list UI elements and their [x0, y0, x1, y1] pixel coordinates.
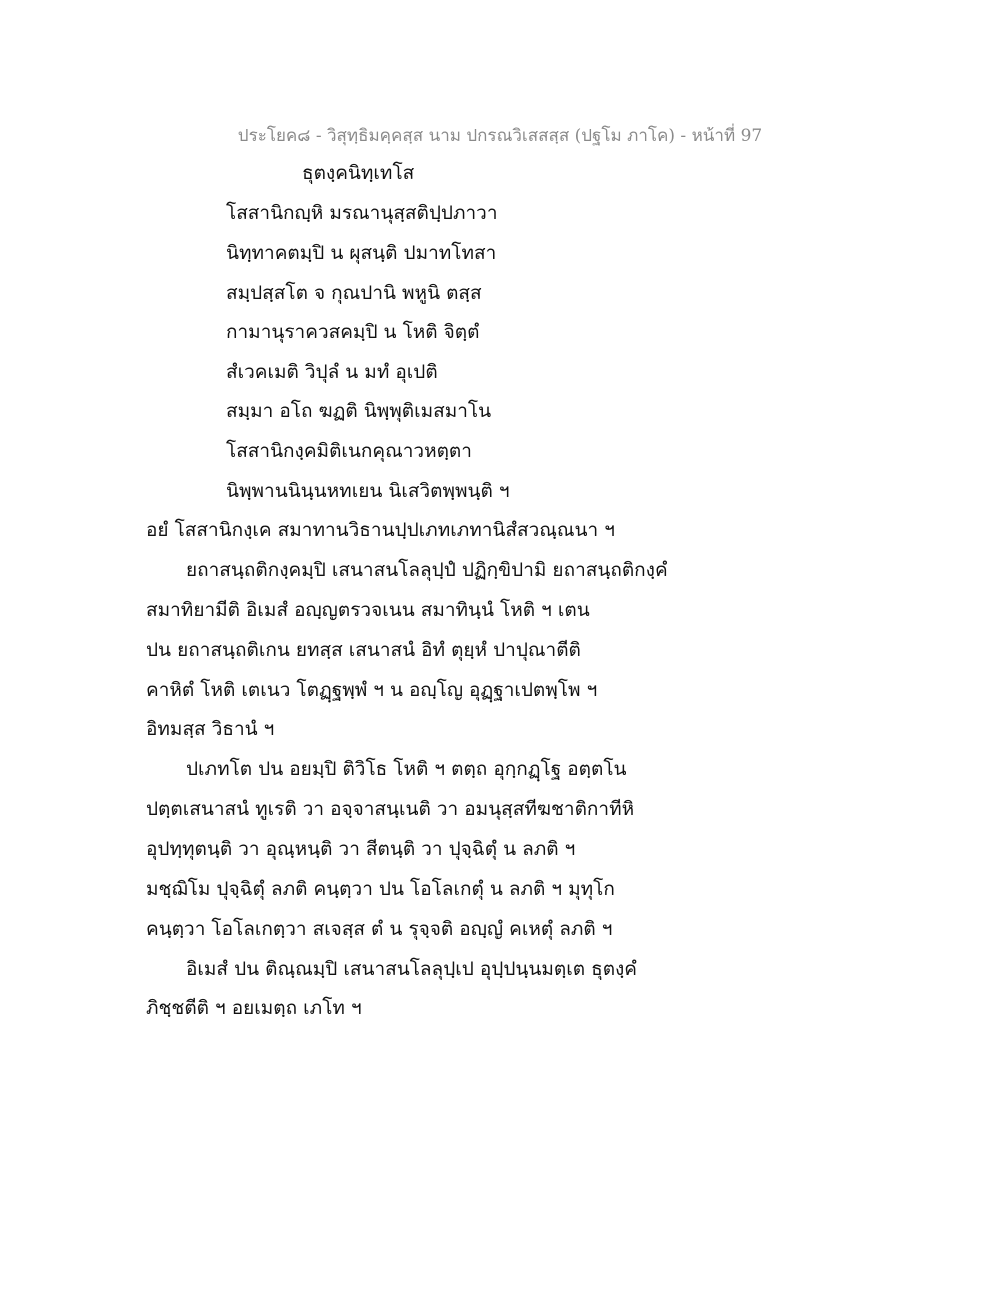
body-line: ยถาสนฺถติกงฺคมฺปิ เสนาสนโลลุปฺปํ ปฏิกฺขิปามิ ยถาสนฺถติกงฺคํ	[186, 559, 668, 581]
page-header: ประโยค๘ - วิสุทฺธิมคฺคสฺส นาม ปกรณวิเสสสฺส (ปฐโม ภาโค) - หน้าที่ 97	[237, 126, 763, 146]
verse-line: สมฺมา อโถ ฆฏติ นิพฺพุติเมสมาโน	[226, 400, 492, 422]
verse-line: นิทฺทาคตมฺปิ น ผุสนฺติ ปมาทโทสา	[226, 242, 497, 264]
body-line: อยํ โสสานิกงฺเค สมาทานวิธานปฺปเภทเภทานิสํสวณฺณนา ฯ	[146, 519, 615, 541]
section-title: ธุตงฺคนิทฺเทโส	[302, 162, 415, 184]
body-line: มชฺฌิโม ปุจฺฉิตุํ ลภติ คนฺตฺวา ปน โอโลเกตุํ น ลภติ ฯ มุทุโก	[146, 878, 615, 900]
body-line: คาหิตํ โหติ เตเนว โตฏฺฐพฺพํ ฯ น อญฺโญ อุฏฺฐาเปตพฺโพ ฯ	[146, 679, 598, 701]
body-line: อุปทฺทุตนฺติ วา อุณฺหนฺติ วา สีตนฺติ วา ปุจฺฉิตุํ น ลภติ ฯ	[146, 838, 576, 860]
body-line: อิทมสฺส วิธานํ ฯ	[146, 718, 275, 740]
body-line: ปน ยถาสนฺถติเกน ยทสฺส เสนาสนํ อิทํ ตุยฺหํ ปาปุณาตีติ	[146, 639, 581, 661]
verse-line: กามานุราควสคมฺปิ น โหติ จิตฺตํ	[226, 321, 480, 343]
verse-line: นิพฺพานนินฺนหทเยน นิเสวิตพฺพนฺติ ฯ	[226, 480, 510, 502]
body-line: ภิชฺชตีติ ฯ อยเมตฺถ เภโท ฯ	[146, 997, 362, 1019]
body-line: คนฺตฺวา โอโลเกตฺวา สเจสฺส ตํ น รุจฺจติ อญฺญํ คเหตุํ ลภติ ฯ	[146, 918, 613, 940]
verse-line: โสสานิกงฺคมิติเนกคุณาวหตฺตา	[226, 440, 472, 462]
verse-line: โสสานิกญฺหิ มรณานุสฺสติปฺปภาวา	[226, 202, 498, 224]
body-line: ปตฺตเสนาสนํ ทูเรติ วา อจฺจาสนฺเนติ วา อมนุสฺสทีฆชาติกาทีหิ	[146, 798, 635, 820]
body-line: ปเภทโต ปน อยมฺปิ ติวิโธ โหติ ฯ ตตฺถ อุกฺกฏฺโฐ อตฺตโน	[186, 758, 627, 780]
body-line: สมาทิยามีติ อิเมสํ อญฺญตรวจเนน สมาทินฺนํ โหติ ฯ เตน	[146, 599, 590, 621]
body-line: อิเมสํ ปน ติณฺณมฺปิ เสนาสนโลลุปฺเป อุปฺปนฺนมตฺเต ธุตงฺคํ	[186, 958, 638, 980]
verse-line: สมฺปสฺสโต จ กุณปานิ พหูนิ ตสฺส	[226, 282, 482, 304]
verse-line: สํเวคเมติ วิปุลํ น มทํ อุเปติ	[226, 361, 438, 383]
